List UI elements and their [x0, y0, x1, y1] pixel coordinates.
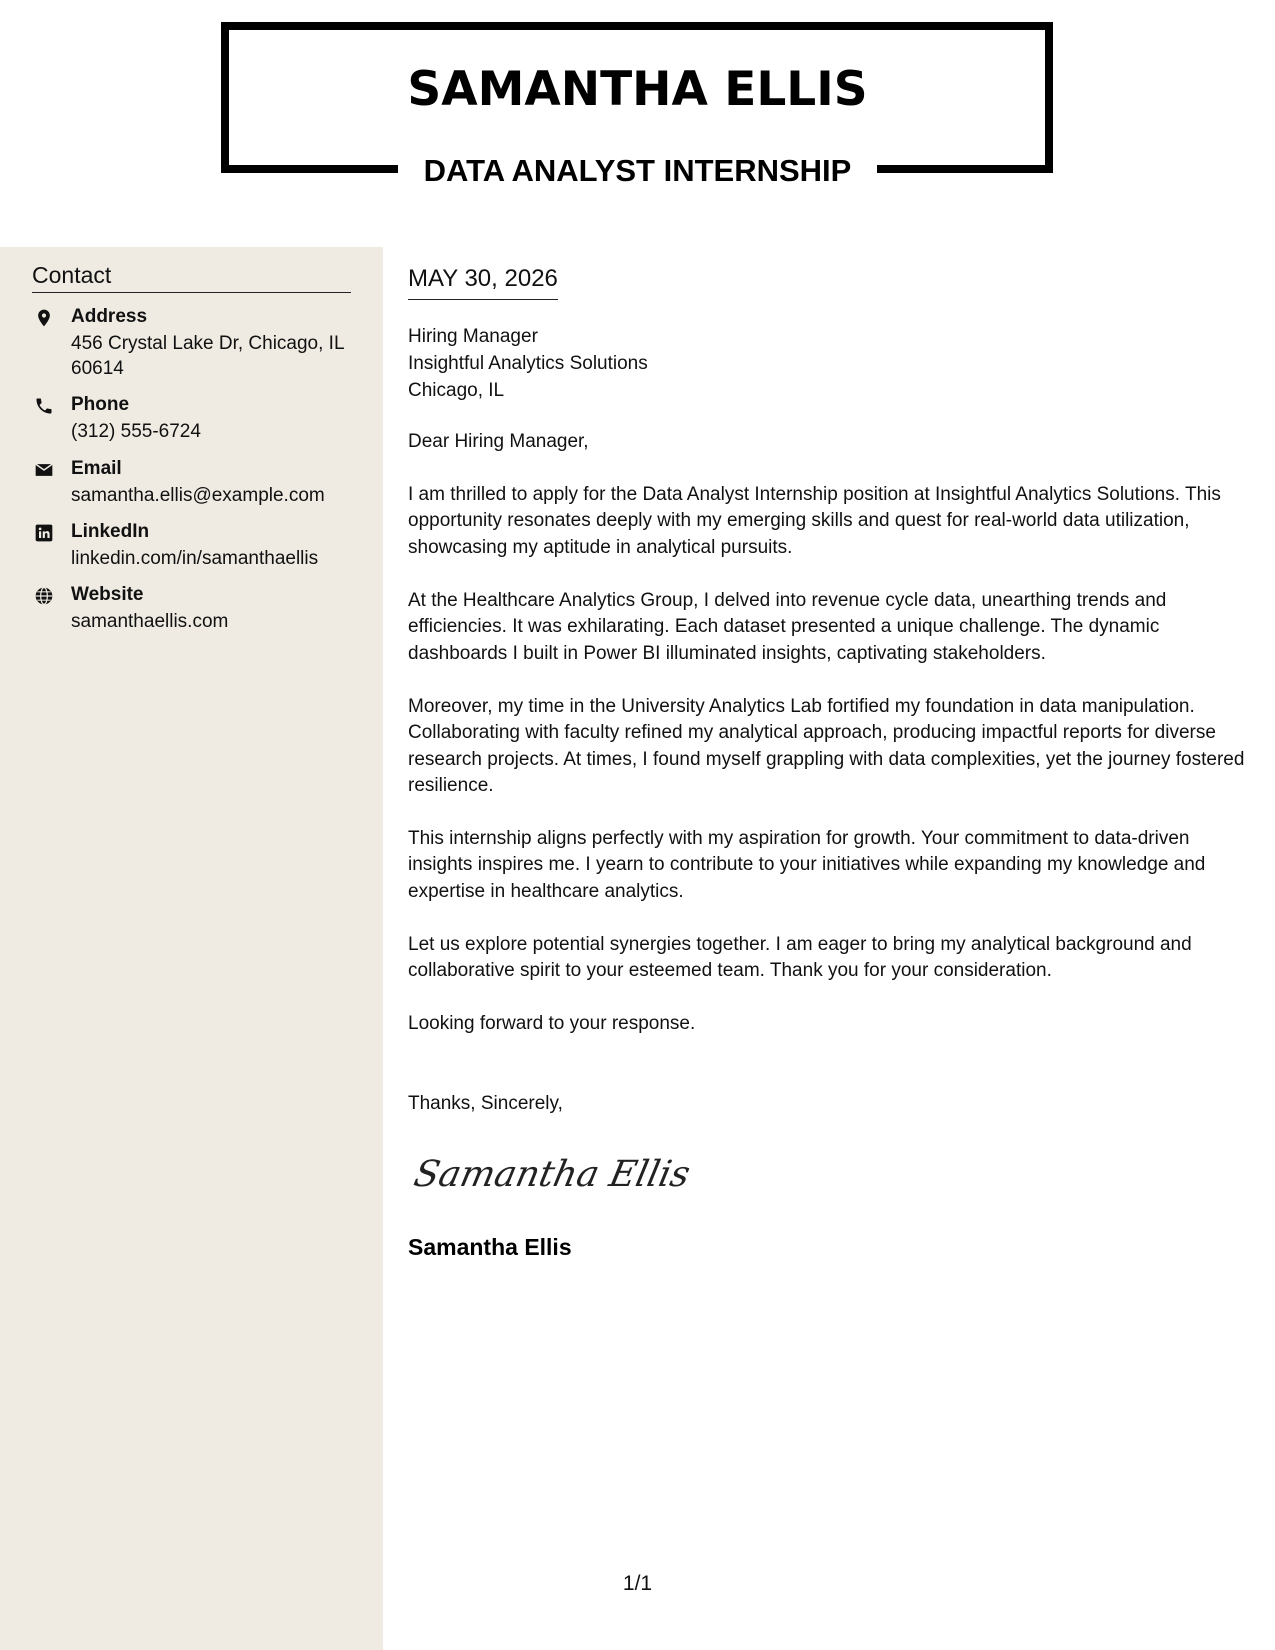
body-paragraph: Moreover, my time in the University Analytics Lab fortified my foundation in data manipulation. Collaborating with faculty refined my analytical approach, producing impactful reports for diverse research projects. At times, I found myself grappling with data complexities, yet the journey fostered resilience.: [408, 696, 1245, 796]
globe-icon: [34, 586, 54, 606]
valediction: Thanks, Sincerely,: [408, 1093, 563, 1114]
applicant-name: SAMANTHA ELLIS: [407, 62, 868, 117]
envelope-icon: [34, 460, 54, 480]
body-paragraph: Let us explore potential synergies together. I am eager to bring my analytical background and collaborative spirit to your esteemed team. Thank you for your consideration.: [408, 934, 1192, 982]
letter-date: MAY 30, 2026: [408, 265, 558, 300]
website-value[interactable]: samanthaellis.com: [71, 611, 229, 632]
body-paragraph: At the Healthcare Analytics Group, I delved into revenue cycle data, unearthing trends and efficiencies. It was exhilarating. Each dataset presented a unique challenge. The dynamic dashboards I built in Power BI illuminated insights, captivating stakeholders.: [408, 590, 1167, 664]
contact-label: Email: [71, 458, 122, 479]
closing-line: Looking forward to your response.: [408, 1013, 696, 1034]
signature-text: Samantha Ellis: [410, 1152, 695, 1195]
contact-label: Phone: [71, 394, 130, 415]
role-title: DATA ANALYST INTERNSHIP: [423, 153, 852, 188]
signer-name: Samantha Ellis: [408, 1234, 572, 1260]
body-paragraph: This internship aligns perfectly with my aspiration for growth. Your commitment to data-driven insights inspires me. I yearn to contribute to your initiatives while expanding my knowledge and expertise in healthcare analytics.: [408, 828, 1206, 902]
contact-sidebar: [0, 247, 383, 1650]
handwritten-signature: [410, 1140, 695, 1210]
address-value: 456 Crystal Lake Dr, Chicago, IL 60614: [71, 333, 344, 379]
recipient-title: Hiring Manager: [408, 326, 538, 347]
linkedin-icon: [34, 523, 54, 543]
phone-icon: [34, 396, 54, 416]
role-banner: [398, 146, 877, 196]
phone-value: (312) 555-6724: [71, 421, 201, 442]
page-number: 1/1: [622, 1572, 653, 1595]
contact-heading: Contact: [32, 262, 351, 293]
recipient-company: Insightful Analytics Solutions: [408, 353, 648, 374]
contact-label: Website: [71, 584, 144, 605]
recipient-location: Chicago, IL: [408, 380, 505, 401]
linkedin-value[interactable]: linkedin.com/in/samanthaellis: [71, 548, 319, 569]
recipient-block: [408, 323, 648, 404]
location-pin-icon: [34, 308, 54, 328]
contact-label: LinkedIn: [71, 521, 150, 542]
email-value[interactable]: samantha.ellis@example.com: [71, 485, 325, 506]
body-paragraph: I am thrilled to apply for the Data Analyst Internship position at Insightful Analytics Solutions. This opportunity resonates deeply with my emerging skills and quest for real-world data utilization, showcasing my aptitude in analytical pursuits.: [408, 484, 1221, 558]
contact-label: Address: [71, 306, 148, 327]
greeting: Dear Hiring Manager,: [408, 431, 589, 452]
